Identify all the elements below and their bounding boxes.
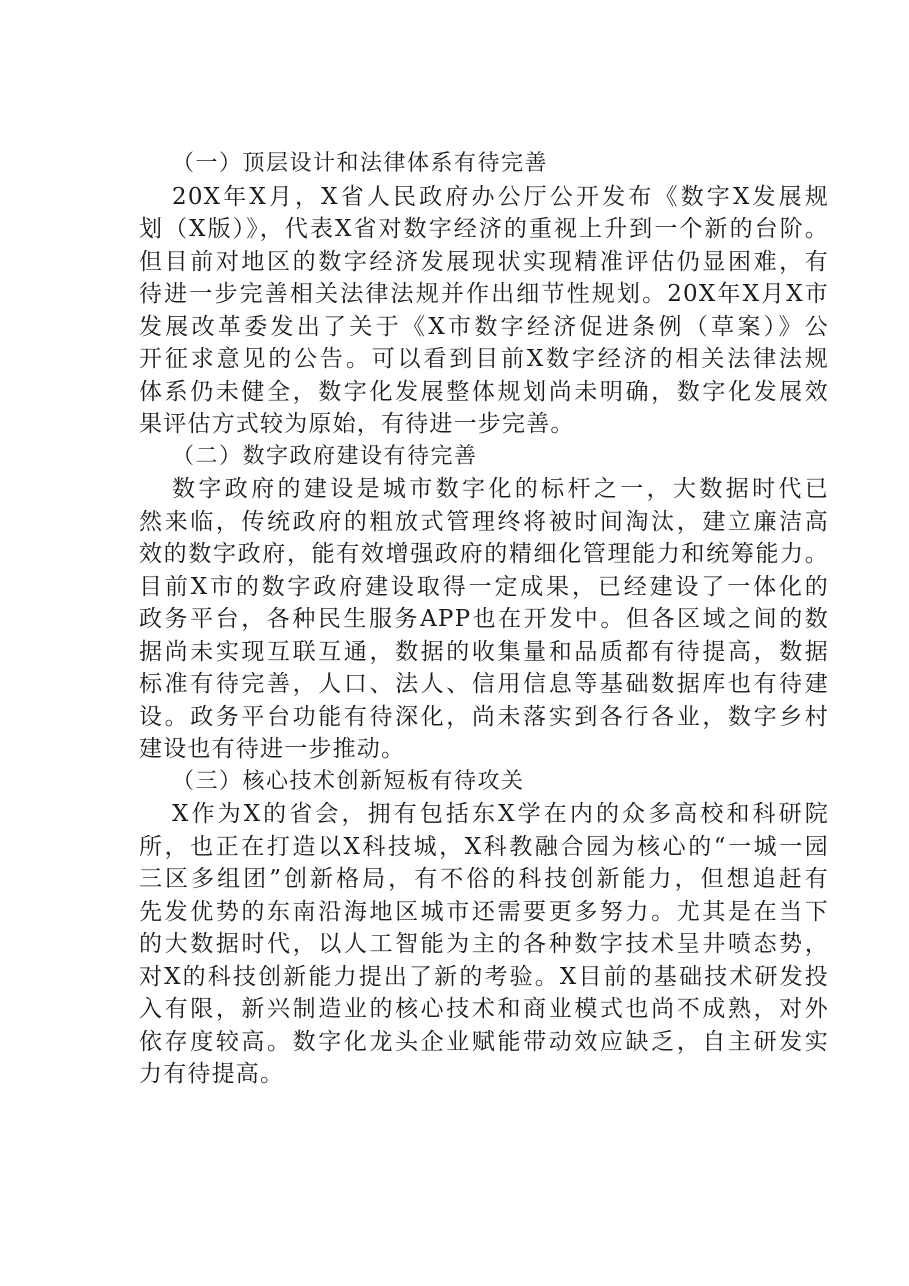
section-heading: （三）核心技术创新短板有待攻关 bbox=[172, 768, 525, 794]
paragraph-line: 据尚未实现互联互通，数据的收集量和品质都有待提高，数据 bbox=[139, 638, 829, 665]
paragraph-line: 三区多组团”创新格局，有不俗的科技创新能力，但想追赶有 bbox=[139, 866, 829, 892]
paragraph-line: 待进一步完善相关法律法规并作出细节性规划。20X年X月X市 bbox=[139, 281, 829, 307]
paragraph-line: 依存度较高。数字化龙头企业赋能带动效应缺乏，自主研发实 bbox=[139, 1028, 829, 1055]
section-heading: （一）顶层设计和法律体系有待完善 bbox=[172, 151, 549, 176]
paragraph-line: 力有待提高。 bbox=[139, 1061, 285, 1087]
paragraph-line: 的大数据时代，以人工智能为主的各种数字技术呈井喷态势， bbox=[139, 931, 829, 957]
paragraph-line: 20X年X月，X省人民政府办公厅公开发布《数字X发展规 bbox=[172, 183, 829, 210]
paragraph-line: 然来临，传统政府的粗放式管理终将被时间淘汰，建立廉洁高 bbox=[139, 508, 829, 535]
paragraph-line: 体系仍未健全，数字化发展整体规划尚未明确，数字化发展效 bbox=[139, 378, 829, 405]
paragraph-line: 果评估方式较为原始，有待进一步完善。 bbox=[139, 411, 575, 437]
paragraph-line: X作为X的省会，拥有包括东X学在内的众多高校和科研院 bbox=[172, 801, 829, 827]
paragraph-line: 划（X版）》，代表X省对数字经济的重视上升到一个新的台阶。 bbox=[139, 216, 829, 242]
paragraph-line: 建设也有待进一步推动。 bbox=[139, 736, 406, 762]
paragraph-line: 所，也正在打造以X科技城，X科教融合园为核心的“一城一园 bbox=[139, 833, 829, 860]
paragraph-line: 发展改革委发出了关于《X市数字经济促进条例（草案）》公 bbox=[139, 313, 829, 340]
paragraph-line: 开征求意见的公告。可以看到目前X数字经济的相关法律法规 bbox=[139, 346, 829, 372]
paragraph-line: 政务平台，各种民生服务APP也在开发中。但各区域之间的数 bbox=[139, 606, 829, 632]
paragraph-line: 对X的科技创新能力提出了新的考验。X目前的基础技术研发投 bbox=[139, 963, 829, 990]
paragraph-line: 入有限，新兴制造业的核心技术和商业模式也尚不成熟，对外 bbox=[139, 996, 829, 1022]
paragraph-line: 标准有待完善，人口、法人、信用信息等基础数据库也有待建 bbox=[139, 671, 829, 697]
paragraph-line: 但目前对地区的数字经济发展现状实现精准评估仍显困难，有 bbox=[139, 248, 829, 275]
section-heading: （二）数字政府建设有待完善 bbox=[172, 443, 478, 469]
paragraph-line: 数字政府的建设是城市数字化的标杆之一，大数据时代已 bbox=[172, 476, 829, 502]
paragraph-line: 目前X市的数字政府建设取得一定成果，已经建设了一体化的 bbox=[139, 573, 829, 600]
paragraph-line: 效的数字政府，能有效增强政府的精细化管理能力和统筹能力。 bbox=[139, 541, 829, 567]
paragraph-line: 设。政务平台功能有待深化，尚未落实到各行各业，数字乡村 bbox=[139, 703, 829, 730]
paragraph-line: 先发优势的东南沿海地区城市还需要更多努力。尤其是在当下 bbox=[139, 898, 829, 925]
